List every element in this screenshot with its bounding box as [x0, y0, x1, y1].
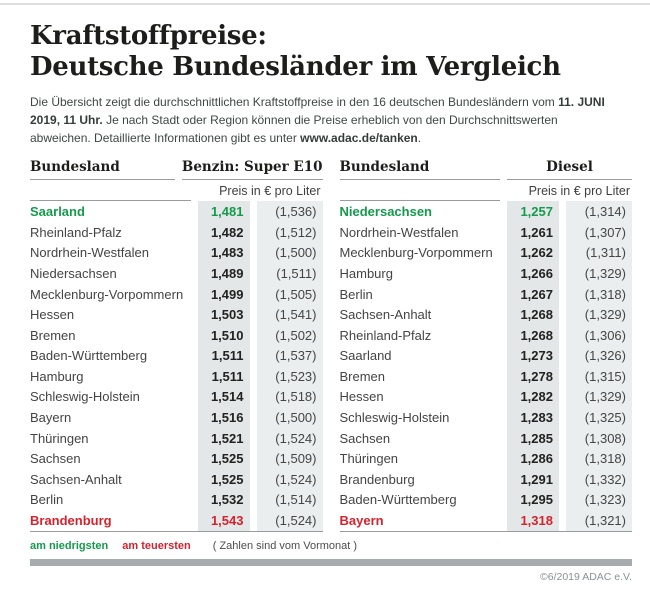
- previous-month-price: (1,500): [257, 407, 323, 428]
- fuel-column-header: Benzin: Super E10: [182, 159, 323, 180]
- region-column-header: Bundesland: [30, 159, 175, 180]
- current-price: 1,516: [198, 407, 250, 428]
- table-row: [340, 387, 633, 408]
- previous-month-price: (1,318): [566, 448, 632, 469]
- tables-container: [30, 159, 632, 532]
- state-name: Baden-Württemberg: [339, 492, 457, 508]
- previous-month-price: (1,326): [566, 346, 632, 367]
- current-price: 1,489: [198, 263, 250, 284]
- current-price: 1,262: [507, 243, 559, 264]
- previous-month-price: (1,514): [257, 490, 323, 511]
- region-column-header: Bundesland: [340, 159, 501, 180]
- current-price: 1,499: [198, 284, 250, 305]
- table-row: [340, 304, 633, 325]
- state-name: Hessen: [339, 389, 384, 405]
- table-row: [340, 490, 633, 511]
- intro-text: [30, 93, 620, 147]
- intro-segment: .: [417, 131, 422, 146]
- benzin-table: [30, 159, 323, 532]
- current-price: 1,503: [198, 304, 250, 325]
- previous-month-price: (1,502): [257, 325, 323, 346]
- previous-month-price: (1,511): [257, 263, 323, 284]
- current-price: 1,295: [507, 490, 559, 511]
- state-name: Hessen: [30, 307, 75, 323]
- previous-month-price: (1,524): [257, 469, 323, 490]
- state-name: Rheinland-Pfalz: [339, 327, 432, 343]
- legend: [30, 540, 632, 552]
- current-price: 1,482: [198, 222, 250, 243]
- current-price: 1,285: [507, 428, 559, 449]
- state-name: Mecklenburg-Vorpommern: [339, 245, 493, 261]
- state-name: Niedersachsen: [339, 204, 432, 220]
- state-name: Bremen: [30, 327, 76, 343]
- legend-note: ( Zahlen sind vom Vormonat ): [212, 539, 358, 552]
- table-row: [30, 407, 323, 428]
- table-row: [340, 263, 633, 284]
- intro-segment: Die Übersicht zeigt die durchschnittlichen Kraftstoffpreise in den 16 deutschen Bundesländern vom: [30, 95, 559, 110]
- state-name: Bremen: [339, 368, 386, 384]
- state-name: Bayern: [339, 513, 384, 529]
- previous-month-price: (1,512): [257, 222, 323, 243]
- current-price: 1,278: [507, 366, 559, 387]
- previous-month-price: (1,536): [257, 201, 323, 222]
- table-row: [30, 469, 323, 490]
- previous-month-price: (1,509): [257, 448, 323, 469]
- current-price: 1,521: [198, 428, 250, 449]
- table-row: [30, 428, 323, 449]
- state-name: Nordrhein-Westfalen: [30, 245, 149, 261]
- table-row: [30, 366, 323, 387]
- subheader-rule: [340, 180, 501, 201]
- table-header: [340, 159, 633, 180]
- current-price: 1,511: [198, 346, 250, 367]
- intro-highlight: 11. JUNI 2019, 11 Uhr.: [30, 95, 605, 128]
- page-title-line2: Deutsche Bundesländer im Vergleich: [30, 51, 561, 82]
- intro-highlight: www.adac.de/tanken: [300, 131, 418, 146]
- state-name: Sachsen: [339, 430, 391, 446]
- current-price: 1,273: [507, 346, 559, 367]
- footer-bar: [30, 559, 632, 566]
- state-name: Brandenburg: [30, 513, 112, 529]
- table-row: [30, 284, 323, 305]
- current-price: 1,532: [198, 490, 250, 511]
- current-price: 1,257: [507, 201, 559, 222]
- state-name: Nordrhein-Westfalen: [339, 224, 459, 240]
- state-name: Niedersachsen: [30, 265, 117, 281]
- state-name: Thüringen: [30, 430, 89, 446]
- state-name: Saarland: [339, 348, 392, 364]
- previous-month-price: (1,518): [257, 387, 323, 408]
- state-name: Sachsen-Anhalt: [30, 471, 122, 487]
- table-row: [30, 387, 323, 408]
- table-row: [340, 366, 633, 387]
- table-row: [340, 284, 633, 305]
- state-name: Berlin: [30, 492, 64, 508]
- subheader-rule: [30, 180, 191, 201]
- current-price: 1,261: [507, 222, 559, 243]
- previous-month-price: (1,308): [566, 428, 632, 449]
- state-name: Hamburg: [339, 265, 393, 281]
- legend-lowest-label: am niedrigsten: [30, 539, 109, 552]
- previous-month-price: (1,321): [566, 510, 632, 531]
- intro-segment: Je nach Stadt oder Region können die Preise erheblich von den Durchschnittswerten abweichen. Detaillierte Informationen gibt es unter: [30, 113, 558, 146]
- current-price: 1,318: [507, 510, 559, 531]
- table-row: [30, 490, 323, 511]
- previous-month-price: (1,311): [566, 243, 632, 264]
- table-row: [340, 201, 633, 222]
- previous-month-price: (1,329): [566, 304, 632, 325]
- previous-month-price: (1,500): [257, 243, 323, 264]
- previous-month-price: (1,329): [566, 387, 632, 408]
- diesel-table: [340, 159, 633, 532]
- state-name: Brandenburg: [339, 471, 415, 487]
- previous-month-price: (1,524): [257, 510, 323, 531]
- state-name: Thüringen: [339, 451, 399, 467]
- current-price: 1,291: [507, 469, 559, 490]
- table-row: [340, 448, 633, 469]
- table-row: [340, 346, 633, 367]
- table-subheader: [30, 180, 323, 201]
- table-row: [30, 222, 323, 243]
- current-price: 1,483: [198, 243, 250, 264]
- current-price: 1,268: [507, 325, 559, 346]
- copyright: ©6/2019 ADAC e.V.: [540, 570, 632, 583]
- current-price: 1,283: [507, 407, 559, 428]
- unit-label: Preis in € pro Liter: [528, 184, 630, 199]
- state-name: Sachsen: [30, 451, 81, 467]
- table-row: [30, 201, 323, 222]
- current-price: 1,282: [507, 387, 559, 408]
- table-body: [30, 201, 323, 532]
- current-price: 1,268: [507, 304, 559, 325]
- previous-month-price: (1,523): [257, 366, 323, 387]
- unit-label: Preis in € pro Liter: [219, 184, 321, 199]
- current-price: 1,525: [198, 469, 250, 490]
- table-row: [30, 304, 323, 325]
- previous-month-price: (1,323): [566, 490, 632, 511]
- table-row: [30, 346, 323, 367]
- table-row: [30, 448, 323, 469]
- current-price: 1,267: [507, 284, 559, 305]
- current-price: 1,286: [507, 448, 559, 469]
- table-row: [340, 510, 633, 531]
- previous-month-price: (1,332): [566, 469, 632, 490]
- table-row: [340, 469, 633, 490]
- table-row: [30, 510, 323, 531]
- previous-month-price: (1,541): [257, 304, 323, 325]
- state-name: Rheinland-Pfalz: [30, 224, 122, 240]
- previous-month-price: (1,318): [566, 284, 632, 305]
- state-name: Sachsen-Anhalt: [339, 307, 432, 323]
- table-row: [340, 428, 633, 449]
- fuel-column-header: Diesel: [507, 159, 632, 180]
- current-price: 1,481: [198, 201, 250, 222]
- current-price: 1,514: [198, 387, 250, 408]
- current-price: 1,543: [198, 510, 250, 531]
- state-name: Schleswig-Holstein: [30, 389, 140, 405]
- state-name: Mecklenburg-Vorpommern: [30, 286, 184, 302]
- table-row: [340, 407, 633, 428]
- current-price: 1,510: [198, 325, 250, 346]
- table-row: [340, 222, 633, 243]
- page-title-line1: Kraftstoffpreise:: [30, 21, 267, 51]
- state-name: Bayern: [30, 410, 72, 426]
- previous-month-price: (1,314): [566, 201, 632, 222]
- previous-month-price: (1,524): [257, 428, 323, 449]
- table-subheader: [340, 180, 633, 201]
- table-row: [30, 263, 323, 284]
- previous-month-price: (1,315): [566, 366, 632, 387]
- state-name: Schleswig-Holstein: [339, 410, 450, 426]
- current-price: 1,511: [198, 366, 250, 387]
- state-name: Hamburg: [30, 368, 84, 384]
- page-title: [30, 21, 620, 82]
- table-row: [340, 243, 633, 264]
- current-price: 1,525: [198, 448, 250, 469]
- state-name: Saarland: [30, 204, 85, 220]
- table-row: [30, 325, 323, 346]
- previous-month-price: (1,329): [566, 263, 632, 284]
- previous-month-price: (1,505): [257, 284, 323, 305]
- table-row: [30, 243, 323, 264]
- table-row: [340, 325, 633, 346]
- table-header: [30, 159, 323, 180]
- state-name: Baden-Württemberg: [30, 348, 148, 364]
- current-price: 1,266: [507, 263, 559, 284]
- previous-month-price: (1,537): [257, 346, 323, 367]
- previous-month-price: (1,307): [566, 222, 632, 243]
- state-name: Berlin: [339, 286, 373, 302]
- previous-month-price: (1,306): [566, 325, 632, 346]
- top-divider: [0, 3, 650, 5]
- previous-month-price: (1,325): [566, 407, 632, 428]
- table-body: [340, 201, 633, 532]
- legend-highest-label: am teuersten: [122, 539, 191, 552]
